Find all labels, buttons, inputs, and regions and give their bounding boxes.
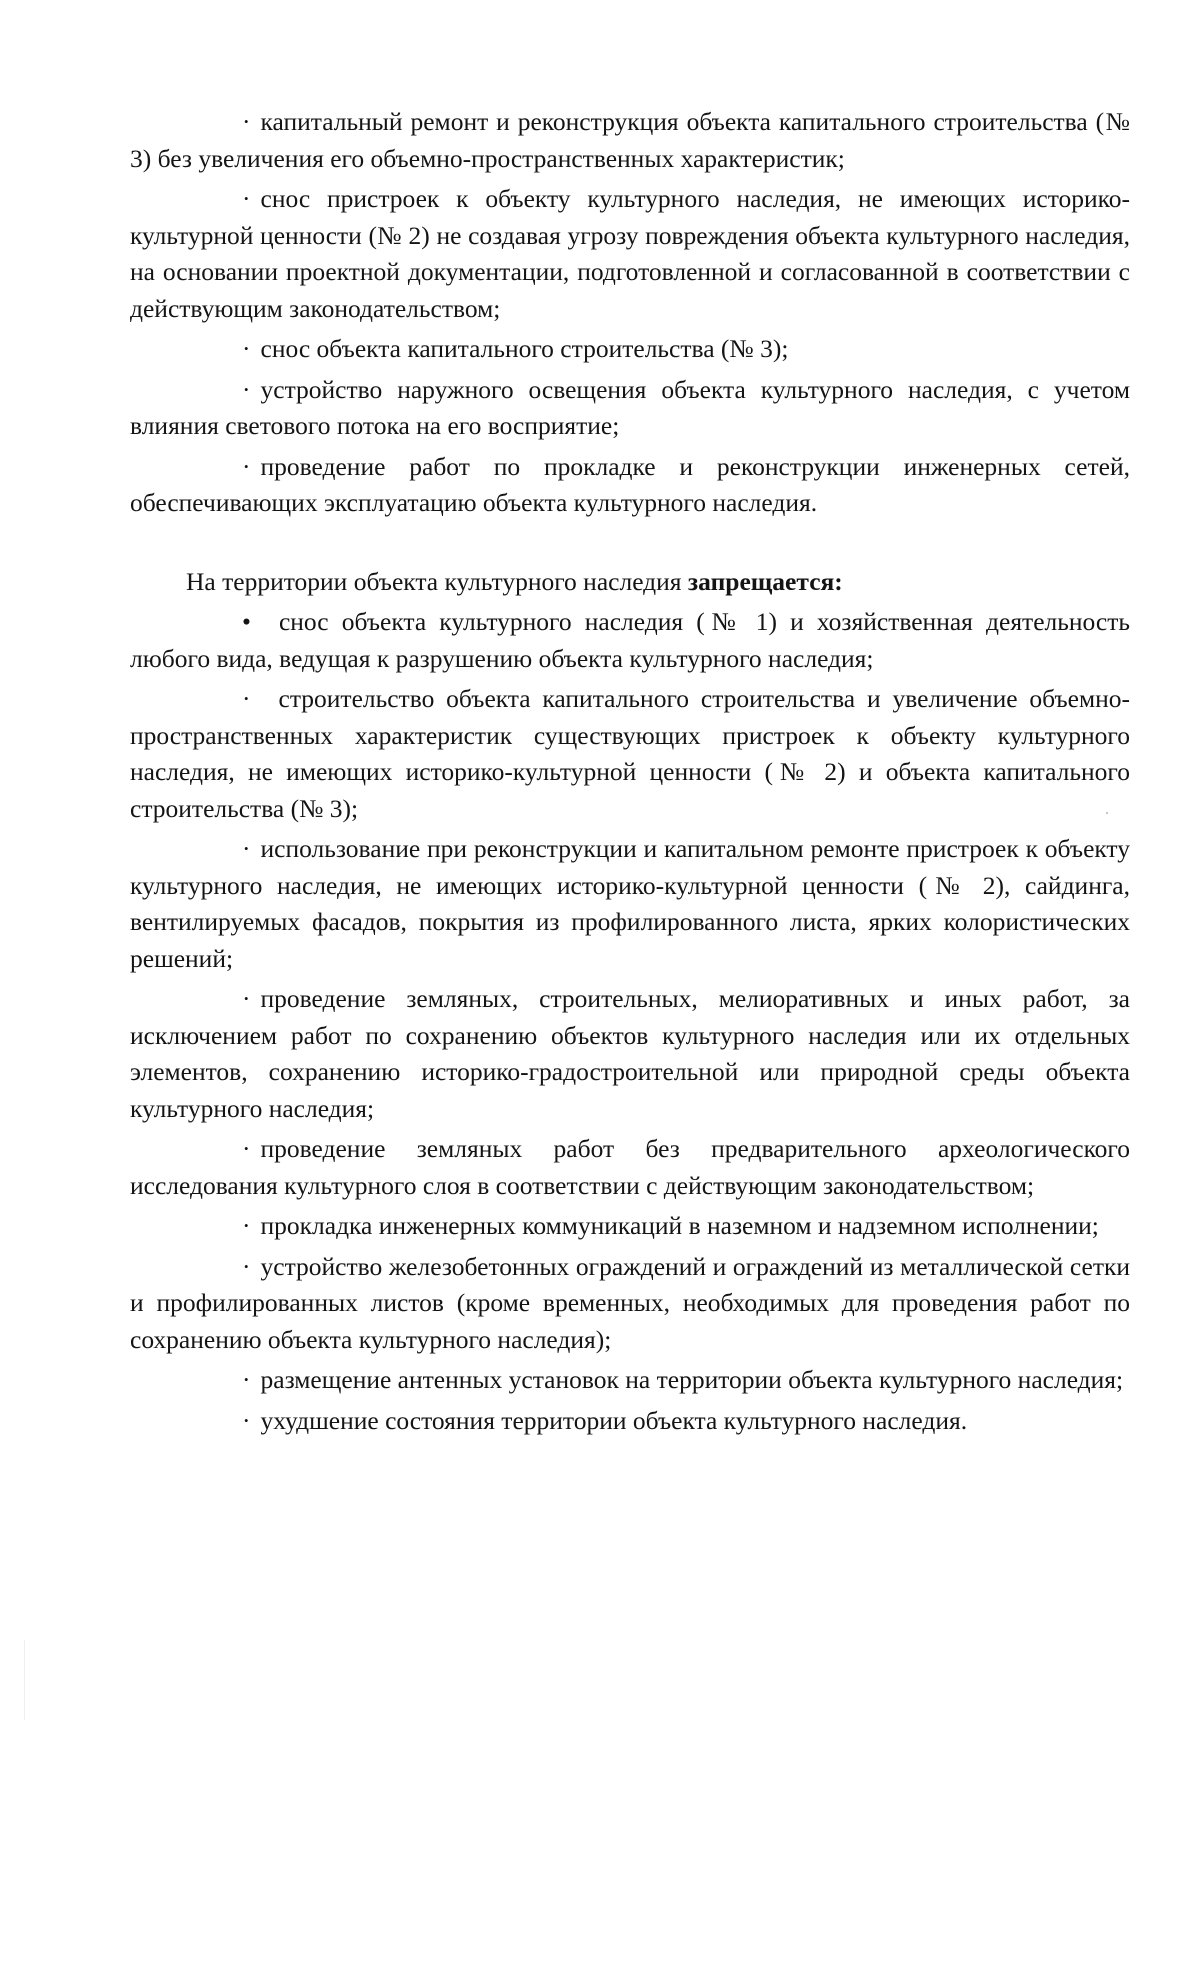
- scan-margin-mark: [24, 1640, 25, 1720]
- bullet-icon: ·: [242, 334, 251, 363]
- list-item-prohibited: [130, 1403, 1130, 1440]
- heading-text: На территории объекта культурного наследия: [186, 566, 688, 596]
- list-item-prohibited: [130, 1249, 1130, 1359]
- list-item-prohibited: [130, 1362, 1130, 1399]
- list-item-text: снос объекта культурного наследия (№ 1) и хозяйственная деятельность любого вида, ведущая к разрушению объекта культурного наследия;: [130, 607, 1130, 673]
- list-item-text: проведение работ по прокладке и реконструкции инженерных сетей, обеспечивающих эксплуатацию объекта культурного наследия.: [130, 451, 1130, 517]
- bullet-icon: ·: [242, 984, 251, 1013]
- list-item-permitted: [130, 104, 1130, 177]
- list-item-prohibited: [130, 681, 1130, 827]
- list-item-permitted: [130, 372, 1130, 445]
- bullet-icon: ·: [242, 1251, 251, 1281]
- list-item-text: устройство железобетонных ограждений и ограждений из металлической сетки и профилированных листов (кроме временных, необходимых для проведения работ по сохранению объекта культурного наследия);: [130, 1251, 1130, 1354]
- list-item-permitted: [130, 331, 1130, 368]
- list-item-prohibited: [130, 1208, 1130, 1245]
- list-item-prohibited: [130, 981, 1130, 1127]
- list-item-permitted: [130, 181, 1130, 327]
- list-item-prohibited: [130, 831, 1130, 977]
- bullet-icon: ·: [242, 184, 251, 213]
- bullet-icon: ·: [242, 107, 251, 136]
- bullet-icon: ·: [242, 684, 251, 713]
- list-item-text: устройство наружного освещения объекта культурного наследия, с учетом влияния светового потока на его восприятие;: [130, 374, 1130, 440]
- bullet-icon: ·: [242, 451, 251, 481]
- list-item-text: проведение земляных, строительных, мелиоративных и иных работ, за исключением работ по сохранению объектов культурного наследия или их отдельных элементов, сохранению историко-градостроительной или природной среды объекта культурного наследия;: [130, 984, 1130, 1123]
- list-item-text: капитальный ремонт и реконструкция объекта капитального строительства (№ 3) без увеличения его объемно-пространственных характеристик;: [130, 107, 1130, 173]
- list-item-text: использование при реконструкции и капитальном ремонте пристроек к объекту культурного наследия, не имеющих историко-культурной ценности (№ 2), сайдинга, вентилируемых фасадов, покрытия из профилированного листа, ярких колористических решений;: [130, 834, 1130, 973]
- list-item-text: прокладка инженерных коммуникаций в наземном и надземном исполнении;: [260, 1211, 1099, 1240]
- section-spacer: [130, 526, 1130, 564]
- section-heading-prohibited: [130, 564, 1130, 601]
- list-item-text: снос пристроек к объекту культурного наследия, не имеющих историко-культурной ценности (№ 2) не создавая угрозу повреждения объекта культурного наследия, на основании проектной документации, подготовленной и согласованной в соответствии с действующим законодательством;: [130, 184, 1130, 323]
- list-item-text: размещение антенных установок на территории объекта культурного наследия;: [260, 1365, 1124, 1394]
- bullet-icon: ·: [242, 1365, 251, 1394]
- bullet-icon: ·: [242, 1211, 251, 1240]
- list-item-permitted: [130, 449, 1130, 522]
- bullet-icon: ·: [242, 374, 251, 404]
- bullet-icon: ·: [242, 834, 251, 863]
- heading-emphasis: запрещается:: [687, 566, 843, 596]
- bullet-icon: ·: [242, 1405, 251, 1435]
- list-item-text: проведение земляных работ без предварительного археологического исследования культурного слоя в соответствии с действующим законодательством;: [130, 1134, 1130, 1200]
- list-item-text: снос объекта капитального строительства (№ 3);: [260, 334, 789, 363]
- document-body: [130, 104, 1130, 1443]
- list-item-text: ухудшение состояния территории объекта культурного наследия.: [260, 1405, 968, 1435]
- list-item-prohibited: [130, 604, 1130, 677]
- list-item-prohibited: [130, 1131, 1130, 1204]
- bullet-icon: ·: [242, 1134, 251, 1163]
- bullet-icon: •: [242, 607, 251, 636]
- scan-speck: [1106, 812, 1108, 814]
- list-item-text: строительство объекта капитального строительства и увеличение объемно-пространственных характеристик существующих пристроек к объекту культурного наследия, не имеющих историко-культурной ценности (№ 2) и объекта капитального строительства (№ 3);: [130, 684, 1130, 823]
